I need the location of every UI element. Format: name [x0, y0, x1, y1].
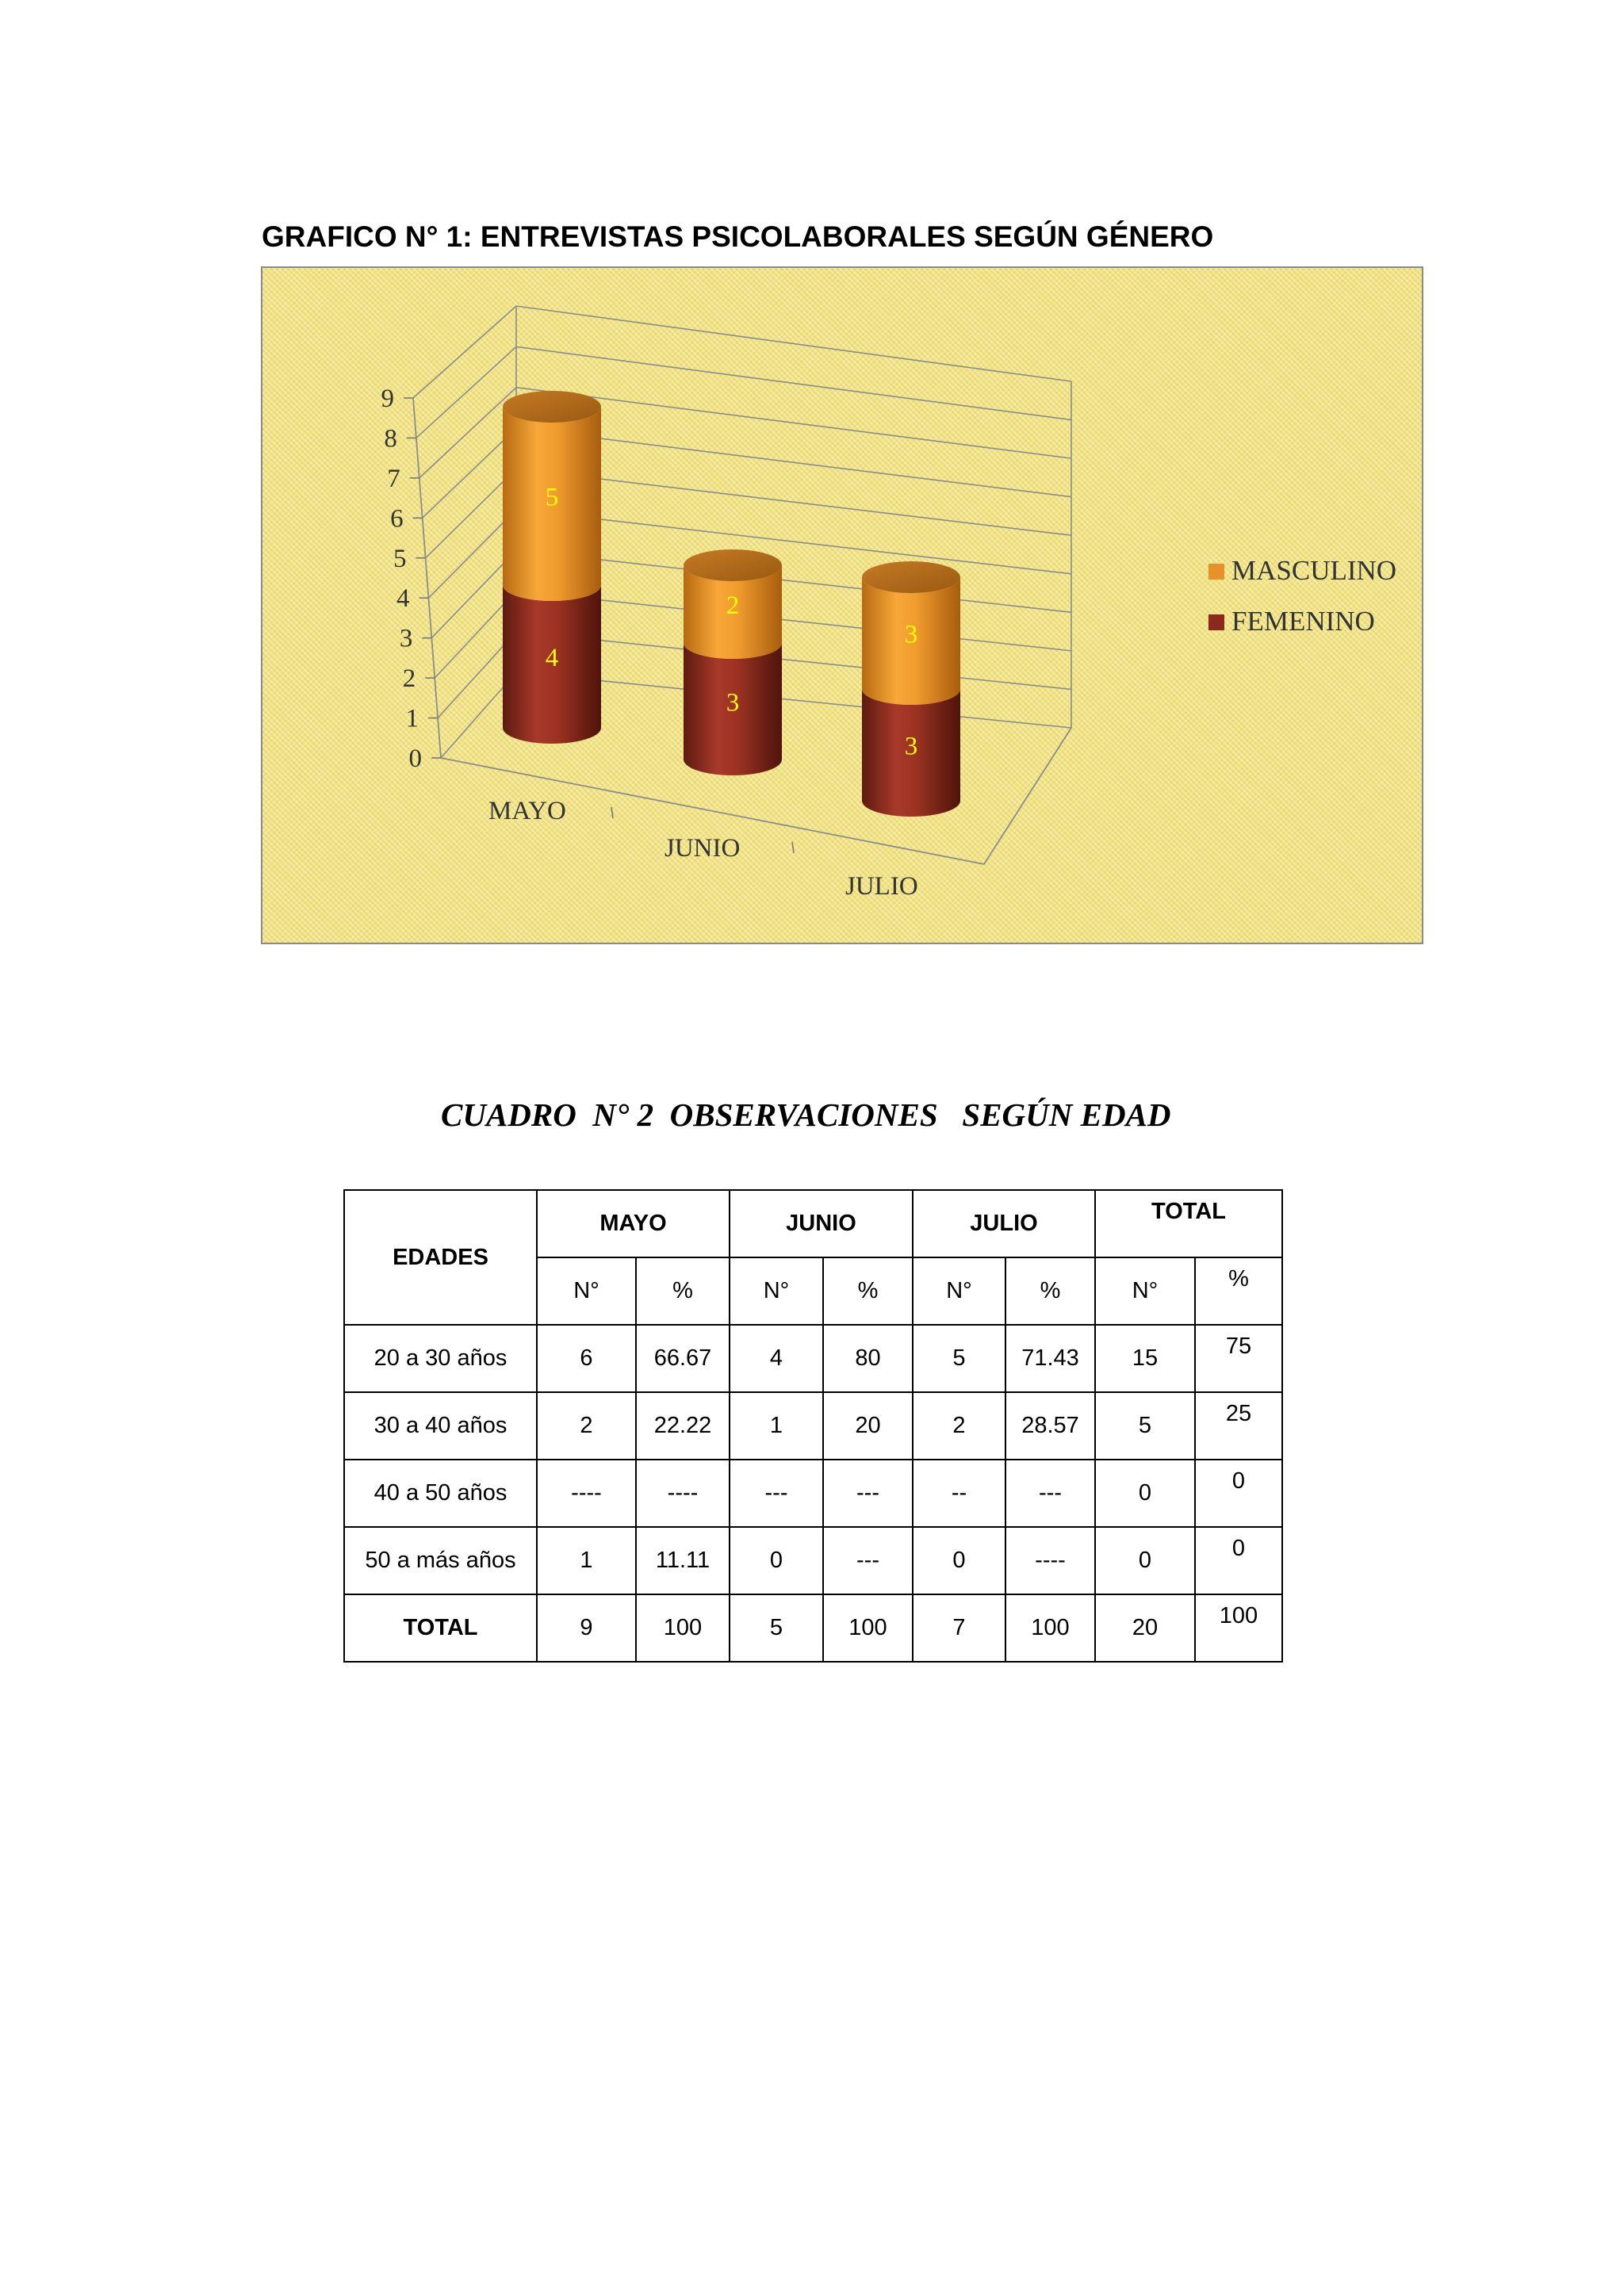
data-label: 3: [726, 688, 740, 718]
table-cell: 66.67: [636, 1325, 730, 1392]
table-cell: 22.22: [636, 1392, 730, 1460]
table-cell: 4: [730, 1325, 823, 1392]
table-cell: 28.57: [1005, 1392, 1095, 1460]
side-gridline: [423, 428, 516, 518]
table-cell: 100: [823, 1594, 913, 1662]
row-label: 20 a 30 años: [344, 1325, 537, 1392]
stacked-cylinder-chart: [262, 268, 1425, 946]
y-tick-label: 3: [399, 624, 413, 653]
total-label: TOTAL: [344, 1594, 537, 1662]
x-tick-label: JULIO: [845, 872, 918, 901]
table-cell: 80: [823, 1325, 913, 1392]
header-edades: EDADES: [344, 1190, 537, 1325]
bar-top: [862, 561, 960, 593]
x-tick-mark: [792, 842, 794, 853]
x-tick-mark: [611, 807, 613, 818]
bar-stack: [503, 391, 601, 744]
row-label: 30 a 40 años: [344, 1392, 537, 1460]
data-label: 5: [545, 483, 559, 512]
table-title: CUADRO N° 2 OBSERVACIONES SEGÚN EDAD: [441, 1096, 1171, 1133]
x-tick-label: MAYO: [488, 797, 566, 825]
side-gridline: [419, 388, 516, 478]
table-cell: 100: [1195, 1594, 1282, 1662]
legend-label: FEMENINO: [1231, 606, 1375, 637]
table-total-row: [344, 1594, 1282, 1662]
table-cell: ----: [636, 1460, 730, 1527]
bar-stack: [862, 561, 960, 817]
row-label: 40 a 50 años: [344, 1460, 537, 1527]
table-cell: 7: [913, 1594, 1005, 1662]
table-row: [344, 1527, 1282, 1594]
y-tick-label: 5: [393, 544, 407, 573]
table-row: [344, 1392, 1282, 1460]
y-tick-label: 7: [387, 464, 400, 493]
chart-area: [261, 266, 1423, 944]
legend-swatch: [1208, 564, 1224, 580]
table-cell: 2: [913, 1392, 1005, 1460]
subheader-pct: %: [1195, 1257, 1282, 1325]
table-cell: 2: [537, 1392, 636, 1460]
header-julio: JULIO: [913, 1190, 1095, 1257]
data-label: 2: [726, 591, 740, 620]
table-cell: 0: [1095, 1460, 1195, 1527]
data-label: 3: [904, 620, 918, 649]
bar-stack: [684, 549, 782, 775]
y-tick-label: 1: [405, 704, 419, 733]
table-cell: 6: [537, 1325, 636, 1392]
subheader-pct: %: [1005, 1257, 1095, 1325]
table-cell: 0: [1195, 1460, 1282, 1527]
y-tick-label: 6: [390, 504, 404, 534]
table-cell: ---: [823, 1527, 913, 1594]
table-cell: 0: [1095, 1527, 1195, 1594]
table-cell: 15: [1095, 1325, 1195, 1392]
chart-title: GRAFICO N° 1: ENTREVISTAS PSICOLABORALES SEGÚN GÉNERO: [262, 220, 1214, 253]
table-cell: 0: [913, 1527, 1005, 1594]
row-label: 50 a más años: [344, 1527, 537, 1594]
table-cell: ----: [537, 1460, 636, 1527]
table-cell: ---: [1005, 1460, 1095, 1527]
legend-swatch: [1208, 614, 1224, 630]
observations-table: [343, 1189, 1283, 1663]
y-tick-label: 4: [396, 584, 410, 614]
table-cell: ----: [1005, 1527, 1095, 1594]
table-cell: 75: [1195, 1325, 1282, 1392]
table-cell: 20: [1095, 1594, 1195, 1662]
table-cell: 1: [537, 1527, 636, 1594]
bar-top: [503, 391, 601, 423]
table-cell: 20: [823, 1392, 913, 1460]
table-row: [344, 1325, 1282, 1392]
subheader-pct: %: [823, 1257, 913, 1325]
data-label: 3: [904, 732, 918, 761]
subheader-n: N°: [1095, 1257, 1195, 1325]
side-gridline: [426, 469, 516, 557]
table-cell: 5: [1095, 1392, 1195, 1460]
table-cell: 100: [636, 1594, 730, 1662]
table-cell: 1: [730, 1392, 823, 1460]
subheader-n: N°: [913, 1257, 1005, 1325]
header-junio: JUNIO: [730, 1190, 913, 1257]
table-cell: 5: [730, 1594, 823, 1662]
table-cell: ---: [730, 1460, 823, 1527]
x-tick-label: JUNIO: [665, 834, 741, 863]
table-cell: 71.43: [1005, 1325, 1095, 1392]
header-total: TOTAL: [1095, 1190, 1282, 1257]
table-cell: 5: [913, 1325, 1005, 1392]
table-cell: 9: [537, 1594, 636, 1662]
side-gridline: [413, 306, 516, 398]
table-cell: 25: [1195, 1392, 1282, 1460]
y-tick-label: 9: [381, 385, 394, 413]
table-row: [344, 1460, 1282, 1527]
table-cell: 0: [730, 1527, 823, 1594]
subheader-pct: %: [636, 1257, 730, 1325]
y-tick-label: 8: [384, 424, 397, 453]
y-tick-label: 0: [408, 744, 422, 773]
gridline: [516, 306, 1071, 381]
table-cell: 0: [1195, 1527, 1282, 1594]
side-gridline: [416, 346, 516, 438]
bar-top: [684, 549, 782, 581]
subheader-n: N°: [537, 1257, 636, 1325]
table-header-row: [344, 1190, 1282, 1257]
table-cell: 11.11: [636, 1527, 730, 1594]
table-cell: --: [913, 1460, 1005, 1527]
table-cell: 100: [1005, 1594, 1095, 1662]
data-label: 4: [545, 644, 559, 672]
y-tick-label: 2: [402, 664, 416, 694]
legend-label: MASCULINO: [1231, 555, 1397, 586]
header-mayo: MAYO: [537, 1190, 730, 1257]
subheader-n: N°: [730, 1257, 823, 1325]
table-cell: ---: [823, 1460, 913, 1527]
